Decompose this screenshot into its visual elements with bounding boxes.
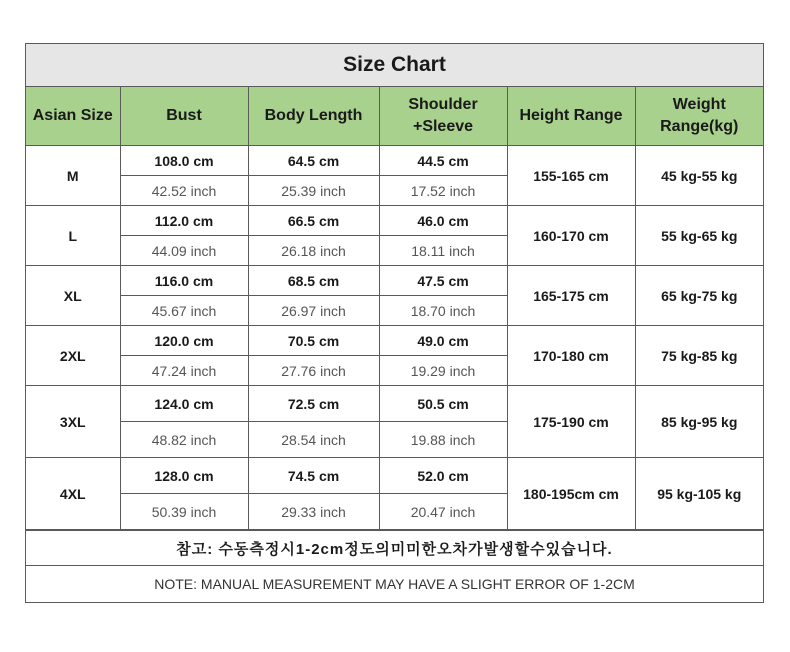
length-inch: 26.18 inch	[248, 236, 379, 266]
size-label: 3XL	[26, 386, 120, 458]
bust-cm: 116.0 cm	[120, 266, 248, 296]
header-shoulder-sleeve	[379, 87, 507, 146]
weight-range: 95 kg-105 kg	[635, 458, 763, 530]
bust-cm: 120.0 cm	[120, 326, 248, 356]
bust-cm: 108.0 cm	[120, 146, 248, 176]
length-cm: 68.5 cm	[248, 266, 379, 296]
shoulder-inch: 20.47 inch	[379, 494, 507, 530]
table-header-row	[26, 87, 763, 146]
weight-range: 45 kg-55 kg	[635, 146, 763, 206]
table-row	[26, 386, 763, 422]
length-cm: 72.5 cm	[248, 386, 379, 422]
shoulder-inch: 19.88 inch	[379, 422, 507, 458]
length-inch: 28.54 inch	[248, 422, 379, 458]
length-cm: 70.5 cm	[248, 326, 379, 356]
length-inch: 26.97 inch	[248, 296, 379, 326]
table-row	[26, 326, 763, 356]
length-inch: 27.76 inch	[248, 356, 379, 386]
header-bust: Bust	[120, 87, 248, 146]
header-body-length: Body Length	[248, 87, 379, 146]
header-height-range: Height Range	[507, 87, 635, 146]
size-chart	[25, 43, 764, 603]
english-note: NOTE: MANUAL MEASUREMENT MAY HAVE A SLIGHT ERROR OF 1-2CM	[154, 576, 635, 592]
header-asian-size: Asian Size	[26, 87, 120, 146]
bust-inch: 50.39 inch	[120, 494, 248, 530]
shoulder-inch: 18.11 inch	[379, 236, 507, 266]
shoulder-cm: 46.0 cm	[379, 206, 507, 236]
shoulder-cm: 49.0 cm	[379, 326, 507, 356]
height-range: 160-170 cm	[507, 206, 635, 266]
header-weight-range	[635, 87, 763, 146]
size-label: 2XL	[26, 326, 120, 386]
shoulder-cm: 47.5 cm	[379, 266, 507, 296]
shoulder-inch: 17.52 inch	[379, 176, 507, 206]
length-cm: 64.5 cm	[248, 146, 379, 176]
weight-range: 85 kg-95 kg	[635, 386, 763, 458]
size-label: M	[26, 146, 120, 206]
bust-inch: 47.24 inch	[120, 356, 248, 386]
size-label: L	[26, 206, 120, 266]
bust-inch: 44.09 inch	[120, 236, 248, 266]
height-range: 155-165 cm	[507, 146, 635, 206]
table-row	[26, 266, 763, 296]
header-weight-line1: Weight	[672, 96, 726, 113]
bust-cm: 128.0 cm	[120, 458, 248, 494]
height-range: 180-195cm cm	[507, 458, 635, 530]
bust-inch: 48.82 inch	[120, 422, 248, 458]
height-range: 165-175 cm	[507, 266, 635, 326]
header-shoulder-line2: +Sleeve	[412, 118, 474, 135]
size-table	[26, 87, 763, 530]
shoulder-cm: 50.5 cm	[379, 386, 507, 422]
shoulder-inch: 18.70 inch	[379, 296, 507, 326]
weight-range: 65 kg-75 kg	[635, 266, 763, 326]
size-label: XL	[26, 266, 120, 326]
length-inch: 29.33 inch	[248, 494, 379, 530]
header-weight-line2: Range(kg)	[660, 118, 739, 135]
weight-range: 75 kg-85 kg	[635, 326, 763, 386]
table-row	[26, 146, 763, 176]
chart-title: Size Chart	[26, 44, 763, 87]
table-row	[26, 458, 763, 494]
length-inch: 25.39 inch	[248, 176, 379, 206]
height-range: 175-190 cm	[507, 386, 635, 458]
size-label: 4XL	[26, 458, 120, 530]
height-range: 170-180 cm	[507, 326, 635, 386]
bust-inch: 42.52 inch	[120, 176, 248, 206]
length-cm: 74.5 cm	[248, 458, 379, 494]
shoulder-cm: 44.5 cm	[379, 146, 507, 176]
bust-cm: 112.0 cm	[120, 206, 248, 236]
bust-cm: 124.0 cm	[120, 386, 248, 422]
weight-range: 55 kg-65 kg	[635, 206, 763, 266]
korean-note: 참고: 수동측정시1-2cm정도의미미한오차가발생할수있습니다.	[26, 530, 763, 566]
table-row	[26, 206, 763, 236]
shoulder-cm: 52.0 cm	[379, 458, 507, 494]
length-cm: 66.5 cm	[248, 206, 379, 236]
bust-inch: 45.67 inch	[120, 296, 248, 326]
header-shoulder-line1: Shoulder	[408, 96, 478, 113]
shoulder-inch: 19.29 inch	[379, 356, 507, 386]
